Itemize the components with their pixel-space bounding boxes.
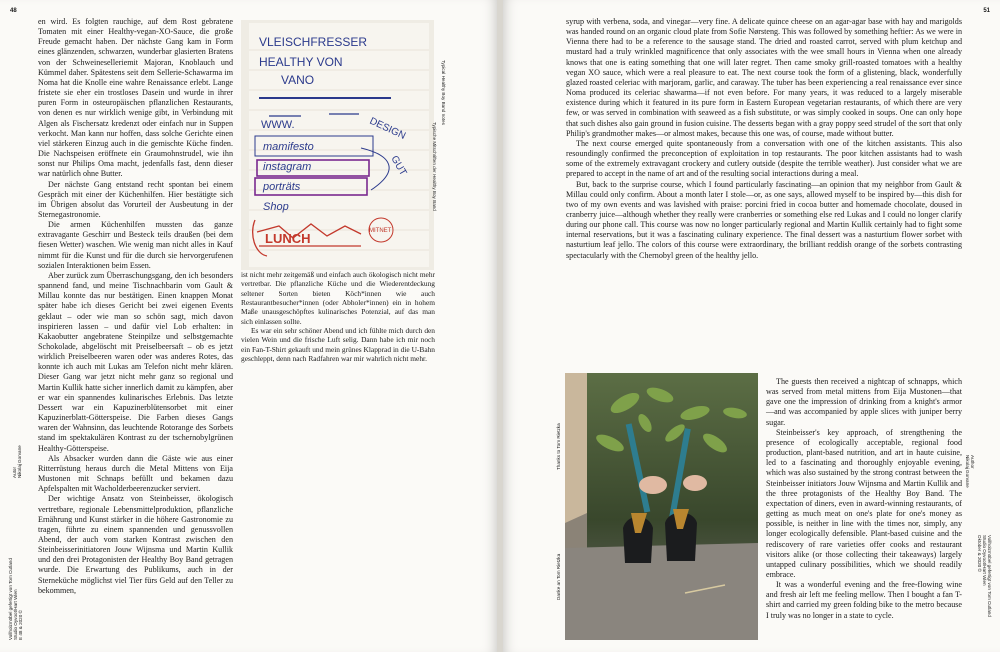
paragraph: The guests then received a nightcap of schnapps, which was served from metal mittens from Eija Mustonen—that gave one the impression of drinking from a knight's armor—and was accompanied by apple slices with juniper berry sugar.: [766, 377, 962, 427]
paragraph: It was a wonderful evening and the free-flowing wine and fresh air left me feeling mellow. Then I bought a fan T-shirt and carried my green folding bike to the metro because I truly was no longer in a state to cycle.: [766, 580, 962, 620]
caption-notes-en: Typical Healthy Boy Band notes: [441, 60, 446, 125]
right-column-bottom: [766, 377, 962, 621]
paragraph: en wird. Es folgten rauchige, auf dem Rost gebratene Tomaten mit einer Healthy-vegan-XO-Sauce, die große Freude gemacht haben. Der nächste Gang kam in Form eines glänzenden, schwarzen, wunderbar glasierten Bratens von der Schweineselleriemit Majoran, Knoblauch und Kümmel daher. Spätestens seit dem Sellerie-Schawarma im Noma hat die Knolle eine wahre Renaissance erlebt. Lange fristete sie eher ein trostloses Dasein und wurde in ihrer puren Form in osteuropäischen pflanzlichen Restaurants, von denen es nur wirklich wenige gibt, in Verbindung mit Algen als Fischersatz kredenzt oder einfach nur in Suppen verkocht. Man kann nur hoffen, dass solche Gerichte einen viel stärkeren Einzug auch in die gemischte Küche finden. Die Nachspeisen eröffnete ein Graumohnstrudel, wie ihn sonst nur Philips Oma macht, jedenfalls fast, denn dieser war natürlich ohne Butter.: [38, 17, 233, 179]
paragraph: ist nicht mehr zeitgemäß und einfach auch ökologisch nicht mehr vertretbar. Die pflanzliche Küche und die Wiederentdeckung seltener Sorten bieten Köch*innen wie auch Restaurantbesucher*innen (oder Abholer*innen) ein in hohem Maße unausgeschöpftes kulinarisches Potenzial, auf das man sich einlassen sollte.: [241, 270, 435, 326]
notes-item4: Shop: [263, 201, 289, 213]
right-footer-credit: Vollholzmöbel gefertigt von Tom Cutland Studio Oyvoot/Hart Wien Oktober & 2020 ©: [976, 535, 992, 617]
paragraph: syrup with verbena, soda, and vinegar—very fine. A delicate quince cheese on an agar-agar base with hay and marigolds was handed round on an organic cloud plate from Sofie Nørsteng. This was followed by something heftier: As we were in Vienna there had to be a reference to the sausage stand. The dried and roasted carrot, served with plum ketchup and mustard had a truly wrinkled magnificence that only associates with the wee small hours in Vienna when one already knows that one is eating something that one will later regret. Then came smoky grill-roasted tomatoes with a healthy vegan XO sauce, which were a real pleasure to eat. The next course took the form of a glistening, black, wonderfully glazed roasted celeriac with marjoram, garlic, and caraway. The tuber has been experiencing a real renaissance ever since Noma produced its celeriac shawarma—if not even before. For many years, it was reduced to a largely miserable existence during which it featured in its pure form in Eastern European vegetarian restaurants, of which there are very few, or was served in combination with seaweed as a fish substitute, or was simply cooked in soups. One can only hope that such dishes also gain ground in fusion cuisine. The desserts began with a gray poppy seed strudel of the sort that only Philip's grandmother makes—or almost makes, because this one was, of course, made without butter.: [566, 17, 962, 138]
caption-plant-en: Thanks to Tom Rietzka: [556, 423, 561, 470]
caption-notes-de: Typische Mitschriften der Healthy Boy Band: [432, 122, 437, 211]
paragraph: Als Absacker wurden dann die Gäste wie aus einer Ritterrüstung heraus durch die Metal Mittens von Eija Mustonen mit Schnaps befüllt und bekamen dazu Apfelspalten mit Wacholderbeerenzucker serviert.: [38, 453, 233, 494]
notes-line3: VANO: [281, 73, 315, 87]
notes-design: DESIGN: [367, 115, 408, 142]
paragraph: Die armen Küchenhilfen mussten das ganze extravagante Geschirr und Besteck teils draußen (bei dem fiesen Wetter) waschen. Wie wenig man nicht alles in Kauf nimmt für die Kunst und für die durch sie hervorgerufenen sozialen Interaktionen beim Essen.: [38, 220, 233, 270]
plant-sculpture-photo: [565, 373, 758, 640]
notes-line2: HEALTHY VON: [259, 55, 343, 69]
paragraph: But, back to the surprise course, which I found particularly fascinating—an opinion that my neighbor from Gault & Millau could only confirm. About a month later I stole—or, as one says, allowed myself to be inspired by—this dish for two of my own events and was lavished with praise: porcini fried in cocoa butter and homemade chocolate, doused in cranberry juice—although whether they really were cranberries or something else red Lukas and I could no longer clarify during our phone call. This course was now no longer particularly regional and Martin Kullik certainly had to fight some internal reservations, but it was a fascinating culinary experience. The final dessert was a nasturtium flower sorbet with nasturtium leaf jello. The colors of this course were extraordinary, the brilliant reddish orange of the sorbets contrasting spectacularly with the Chernobyl green of the healthy jello.: [566, 179, 962, 260]
right-column-top: [566, 17, 962, 261]
notes-mitnet: MITNET: [369, 228, 392, 234]
left-page-number: 48: [10, 8, 17, 14]
notes-line1: VLEISCHFRESSER: [259, 35, 368, 49]
notes-item1: mamifesto: [263, 141, 314, 153]
paragraph: Aber zurück zum Überraschungsgang, den ich besonders spannend fand, und meine Tischnachbarin vom Gault & Millau konnte das nur bestätigen. Einen knappen Monat später habe ich dieses Gericht bei zwei eigenen Events geklaut – oder wie man so schön sagt, mich davon inspirieren lassen – und dafür viel Lob erhalten: in Kakaobutter angebratene Steinpilze und selbstgemachte Schokolade, abgelöscht mit Preiselbeersaft – ob es jetzt wirklich Preiselbeeren waren oder was anderes Rotes, das konnte ich auch mit Lukas am Telefon nicht mehr klären. Dieser Gang war jetzt nicht mehr ganz so regional und Martin Kullik hatte sicher innerlich damit zu kämpfen, aber er war ein spannendes kulinarisches Erlebnis. Das letzte Dessert war ein Kapuzinerblütensorbet mit einer Kapuzinerblatt-Götterspeise. Die Farben dieses Gangs waren der Wahnsinn, das leuchtende Rotorange des Sorbets stand im spektakulären Kontrast zu der tschernobylgrünen Healthy-Götterspeise.: [38, 270, 233, 453]
handwritten-notes-photo: [241, 20, 434, 270]
left-author-credit: Autor Nikolaj Gorvane: [12, 445, 23, 478]
left-column-1: [38, 17, 233, 596]
paragraph: The next course emerged quite spontaneously from a conversation with one of the kitchen assistants. This also resoundingly confirmed the preconception of exploitation in top restaurants. The poor kitchen assistants had to wash some of the extremely extravagant crockery and cutlery outside (despite the terrible weather). Just consider what we are prepared to accept in the name of art and of the resulting social interactions during a meal.: [566, 138, 962, 179]
right-author-credit: Author Nikolaj Gorvane: [964, 455, 975, 488]
notes-item2: instagram: [263, 161, 312, 173]
notes-lunch: LUNCH: [265, 231, 311, 246]
paragraph: Es war ein sehr schöner Abend und ich fühlte mich durch den vielen Wein und die frische Luft selig. Dann habe ich mir noch ein Fan-T-Shirt gekauft und mein grünes Klapprad in die U-Bahn geschleppt, denn nach Radfahren war mir wahrlich nicht mehr.: [241, 325, 435, 363]
left-column-2: [241, 270, 435, 363]
caption-plant-de: Danke an Tom Rietzka: [556, 553, 561, 600]
paragraph: Steinbeisser's key approach, of strengthening the presence of ecologically acceptable, regional food production, plant-based nutrition, and art in haute cuisine, led to a fascinating and thoroughly enjoyable evening, which was also sustained by the strong contrast between the Steinbeisser initiators Jouw Wijnsma and Martin Kullik and the three protagonists of the Healthy Boy Band. The expectation of diners, even in award-winning restaurants, of getting as much meat on one's plate for one's money as possible, is neither in line with the times nor, simply, any longer ecologically defensible. Plant-based cuisine and the rediscovery of rare varieties offer cooks and restaurant visitors alike (or those collecting their takeaways) largely untapped culinary possibilities, which we should readily embrace.: [766, 427, 962, 579]
left-footer-credit: Vollholzmöbel gefertigt von Tom Cutland Studio Oyvoot/Hart Wien E 48 & 2020 ©: [8, 558, 24, 640]
left-page: [0, 0, 497, 652]
paragraph: Der wichtige Ansatz von Steinbeisser, ökologisch vertretbare, regionale Lebensmittelproduktion, pflanzliche Ernährung und Kunst stärker in die höhere Gastronomie zu tragen, führte zu einem spannenden und genussvollen Abend, der auch vom starken Kontrast zwischen den Steinbeisserinitiatoren Jouw Wijnsma und Martin Kullik und den drei Protagonisten der Healthy Boy Band getragen wurde. Die Erwartung des Publikums, auch in der Sterneküche möglichst viel Tier fürs Geld auf den Teller zu bekommen,: [38, 494, 233, 595]
notes-www: WWW.: [261, 119, 295, 131]
notes-gut: GUT: [388, 154, 409, 178]
right-page-number: 51: [983, 8, 990, 14]
notes-item3: porträts: [263, 181, 301, 193]
paragraph: Der nächste Gang entstand recht spontan bei einem Gespräch mit einer der Küchenhilfen. Hier bestätigte sich im Übrigen absolut das Vorurteil der Ausbeutung in der Sternegastronomie.: [38, 179, 233, 219]
